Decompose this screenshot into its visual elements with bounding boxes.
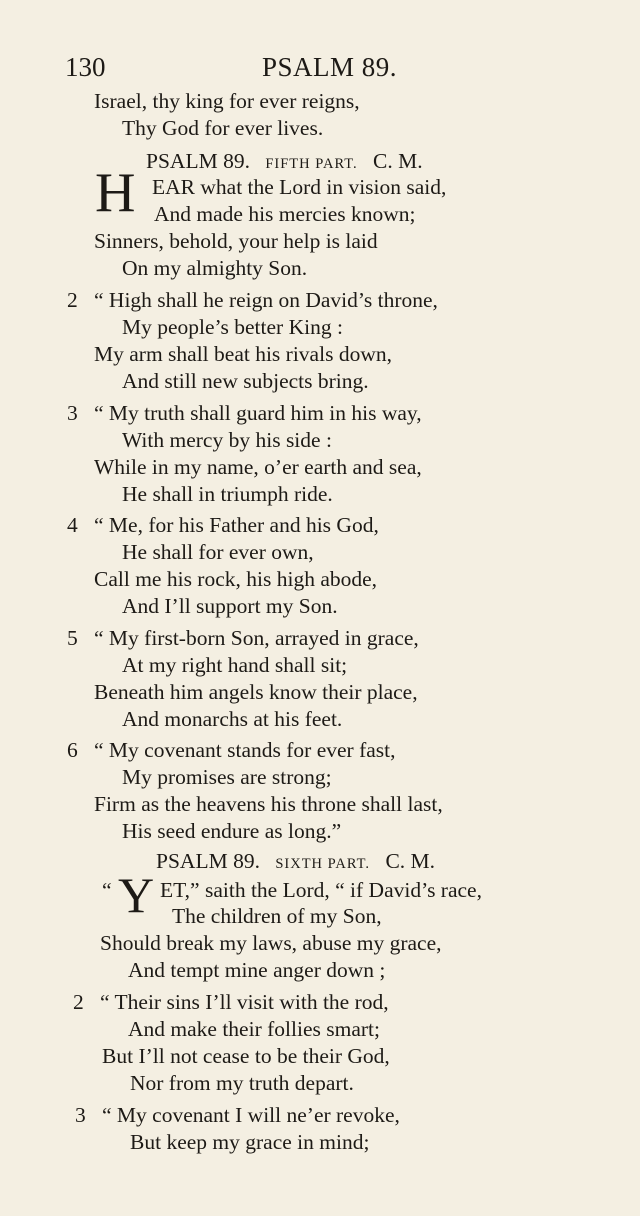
verse-line: My people’s better King : (122, 315, 343, 339)
page-header (0, 52, 640, 84)
verse-line: Sinners, behold, your help is laid (94, 229, 378, 253)
verse-line: He shall for ever own, (122, 540, 314, 564)
section-title-psalm: PSALM 89. (156, 849, 260, 873)
verse-line: Call me his rock, his high abode, (94, 567, 378, 591)
drop-cap-y: Y (118, 867, 154, 923)
section-title-part: FIFTH PART. (265, 156, 358, 172)
stanza-number: 5 (67, 626, 78, 650)
verse-line: And monarchs at his feet. (122, 707, 343, 731)
section-title-psalm: PSALM 89. (146, 149, 250, 173)
verse-line: He shall in triumph ride. (122, 482, 333, 506)
stanza-number: 3 (75, 1103, 86, 1127)
verse-line: And made his mercies known; (154, 202, 416, 226)
verse-line: While in my name, o’er earth and sea, (94, 455, 422, 479)
intro-line-1: Israel, thy king for ever reigns, (94, 89, 360, 113)
verse-line: “ My covenant I will ne’er revoke, (102, 1103, 400, 1127)
verse-line: And still new subjects bring. (122, 369, 369, 393)
page-number: 130 (65, 52, 106, 82)
drop-cap-h: H (95, 162, 135, 224)
verse-line: Should break my laws, abuse my grace, (100, 931, 442, 955)
stanza-number: 4 (67, 513, 78, 537)
opening-line-rest: ET,” saith the Lord, “ if David’s race, (160, 878, 482, 902)
stanza-number: 2 (67, 288, 78, 312)
verse-line: On my almighty Son. (122, 256, 308, 280)
stanza-number: 3 (67, 401, 78, 425)
verse-line: And I’ll support my Son. (122, 594, 338, 618)
section-title-part: SIXTH PART. (275, 856, 371, 872)
section-title-sixth-part (156, 848, 435, 877)
running-title: PSALM 89. (262, 52, 398, 82)
verse-line: “ My covenant stands for ever fast, (94, 738, 396, 762)
verse-line: “ Me, for his Father and his God, (94, 513, 379, 537)
stanza-number: 6 (67, 738, 78, 762)
verse-line: My arm shall beat his rivals down, (94, 342, 392, 366)
verse-line: The children of my Son, (172, 904, 382, 928)
verse-line: “ High shall he reign on David’s throne, (94, 288, 438, 312)
verse-line: “ Their sins I’ll visit with the rod, (100, 990, 389, 1014)
verse-line: But I’ll not cease to be their God, (102, 1044, 390, 1068)
verse-line: With mercy by his side : (122, 428, 332, 452)
section-title-meter: C. M. (385, 849, 436, 873)
verse-line: His seed endure as long.” (122, 819, 342, 843)
opening-line-rest: EAR what the Lord in vision said, (152, 175, 447, 199)
verse-line: My promises are strong; (122, 765, 332, 789)
intro-line-2: Thy God for ever lives. (122, 116, 324, 140)
verse-line: At my right hand shall sit; (122, 653, 348, 677)
verse-line: “ My truth shall guard him in his way, (94, 401, 422, 425)
stanza-number: 2 (73, 990, 84, 1014)
section-title-meter: C. M. (373, 149, 423, 173)
verse-line: Firm as the heavens his throne shall last, (94, 792, 443, 816)
verse-line: And make their follies smart; (128, 1017, 380, 1041)
verse-line: “ My first-born Son, arrayed in grace, (94, 626, 419, 650)
verse-line: And tempt mine anger down ; (128, 958, 386, 982)
verse-line: But keep my grace in mind; (130, 1130, 370, 1154)
opening-quote: “ (102, 878, 112, 902)
section-title-fifth-part (146, 148, 423, 177)
verse-line: Nor from my truth depart. (130, 1071, 354, 1095)
verse-line: Beneath him angels know their place, (94, 680, 418, 704)
